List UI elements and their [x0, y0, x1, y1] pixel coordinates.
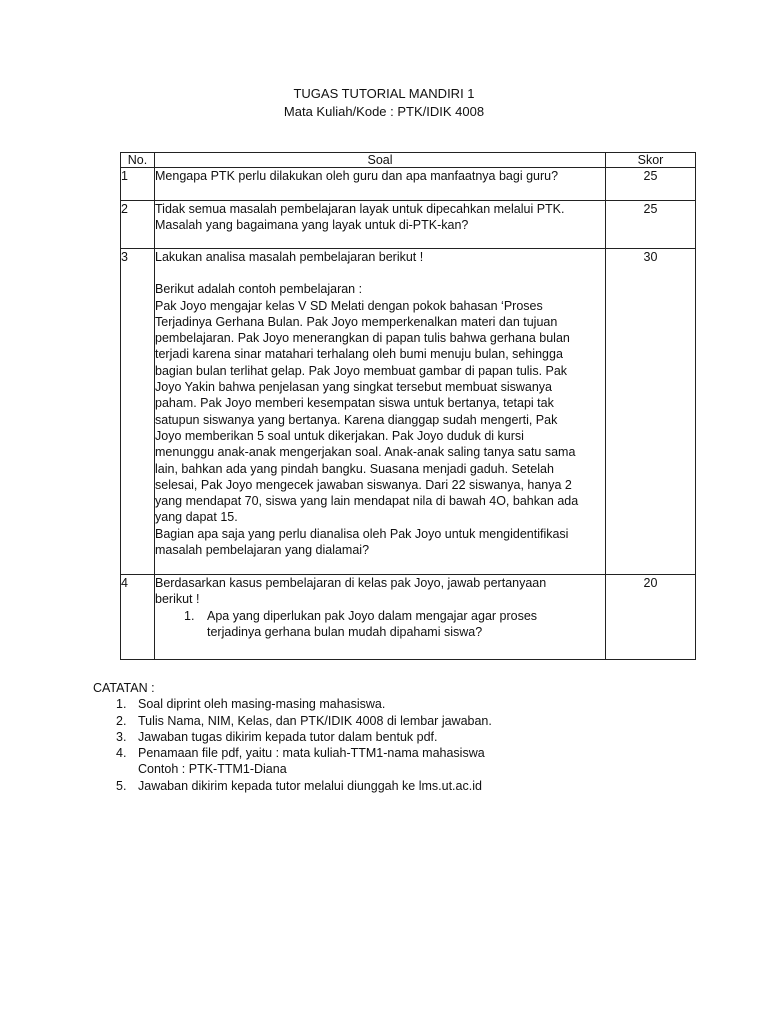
note-item [93, 778, 492, 794]
question-line: Masalah yang bagaimana yang layak untuk di-PTK-kan? [155, 218, 469, 233]
header-no: No. [121, 153, 155, 168]
note-line: Jawaban dikirim kepada tutor melalui diunggah ke lms.ut.ac.id [138, 778, 482, 793]
note-number: 2. [116, 713, 127, 728]
note-item [93, 729, 492, 745]
sub-question-line: terjadinya gerhana bulan mudah dipahami siswa? [207, 624, 483, 639]
sub-question-item [155, 608, 605, 641]
notes-title: CATATAN : [93, 681, 155, 695]
sub-question-line: Apa yang diperlukan pak Joyo dalam mengajar agar proses [207, 608, 538, 623]
note-line: Penamaan file pdf, yaitu : mata kuliah-TTM1-nama mahasiswa [138, 746, 485, 761]
note-line: Contoh : PTK-TTM1-Diana [138, 762, 287, 777]
question-number: 4 [121, 575, 155, 660]
case-line: Bagian apa saja yang perlu dianalisa oleh Pak Joyo untuk mengidentifikasi [155, 526, 569, 541]
case-line: Terjadinya Gerhana Bulan. Pak Joyo memperkenalkan materi dan tujuan [155, 314, 558, 329]
note-number: 1. [116, 697, 127, 712]
note-line: Tulis Nama, NIM, Kelas, dan PTK/IDIK 4008 di lembar jawaban. [138, 713, 492, 728]
question-line: Berdasarkan kasus pembelajaran di kelas pak Joyo, jawab pertanyaan [155, 576, 547, 590]
question-line: Mengapa PTK perlu dilakukan oleh guru dan apa manfaatnya bagi guru? [155, 169, 559, 183]
question-score: 25 [606, 201, 696, 249]
header-soal: Soal [155, 153, 606, 168]
questions-table [120, 152, 696, 660]
note-line: Soal diprint oleh masing-masing mahasiswa. [138, 697, 386, 712]
note-item [93, 745, 492, 778]
case-line: satupun siswanya yang bertanya. Karena dianggap sudah mengerti, Pak [155, 412, 558, 427]
notes-list [93, 696, 492, 794]
question-row-3 [121, 249, 696, 575]
note-line: Jawaban tugas dikirim kepada tutor dalam bentuk pdf. [138, 729, 438, 744]
case-line: Pak Joyo mengajar kelas V SD Melati dengan pokok bahasan ‘Proses [155, 298, 543, 313]
case-line: bagian bulan terlihat gelap. Pak Joyo membuat gambar di papan tulis. Pak [155, 363, 568, 378]
question-line: berikut ! [155, 592, 200, 607]
case-line: selesai, Pak Joyo mengecek jawaban siswanya. Dari 22 siswanya, hanya 2 [155, 477, 572, 492]
question-line: Tidak semua masalah pembelajaran layak untuk dipecahkan melalui PTK. [155, 202, 565, 216]
case-line: Joyo Yakin bahwa penjelasan yang singkat tersebut membuat siswanya [155, 380, 552, 395]
question-row-1 [121, 168, 696, 201]
question-number: 1 [121, 168, 155, 201]
case-line: terjadi karena sinar matahari terhalang oleh bumi menuju bulan, sehingga [155, 347, 563, 362]
case-line: paham. Pak Joyo memberi kesempatan siswa untuk bertanya, tetapi tak [155, 396, 554, 411]
case-line: yang mendapat 70, siswa yang lain mendapat nila di bawah 4O, bahkan ada [155, 494, 579, 509]
note-item [93, 696, 492, 712]
note-number: 5. [116, 778, 127, 793]
question-text [155, 168, 606, 201]
document-title: TUGAS TUTORIAL MANDIRI 1 [293, 86, 475, 101]
header-skor: Skor [606, 153, 696, 168]
question-text [155, 575, 606, 660]
note-item [93, 713, 492, 729]
question-text [155, 249, 606, 575]
case-line: lain, bahkan ada yang pindah bangku. Suasana menjadi gaduh. Setelah [155, 461, 554, 476]
question-row-4 [121, 575, 696, 660]
question-score: 25 [606, 168, 696, 201]
question-number: 3 [121, 249, 155, 575]
question-score: 20 [606, 575, 696, 660]
question-row-2 [121, 201, 696, 249]
course-code: Mata Kuliah/Kode : PTK/IDIK 4008 [283, 104, 485, 119]
note-number: 4. [116, 746, 127, 761]
case-line: Joyo memberikan 5 soal untuk dikerjakan. Pak Joyo duduk di kursi [155, 428, 524, 443]
question-intro: Lakukan analisa masalah pembelajaran berikut ! [155, 250, 424, 264]
case-line: pembelajaran. Pak Joyo menerangkan di papan tulis bahwa gerhana bulan [155, 331, 570, 346]
question-number: 2 [121, 201, 155, 249]
table-header-row [121, 153, 696, 168]
note-number: 3. [116, 729, 127, 744]
sub-question-number: 1. [184, 608, 195, 623]
notes-section [93, 680, 492, 794]
question-score: 30 [606, 249, 696, 575]
case-line: yang dapat 15. [155, 510, 238, 525]
question-text [155, 201, 606, 249]
case-line: Berikut adalah contoh pembelajaran : [155, 282, 363, 297]
sub-question-list [155, 608, 605, 641]
case-line: masalah pembelajaran yang dialamai? [155, 543, 370, 558]
case-line: menunggu anak-anak mengerjakan soal. Anak-anak saling tanya satu sama [155, 445, 576, 460]
